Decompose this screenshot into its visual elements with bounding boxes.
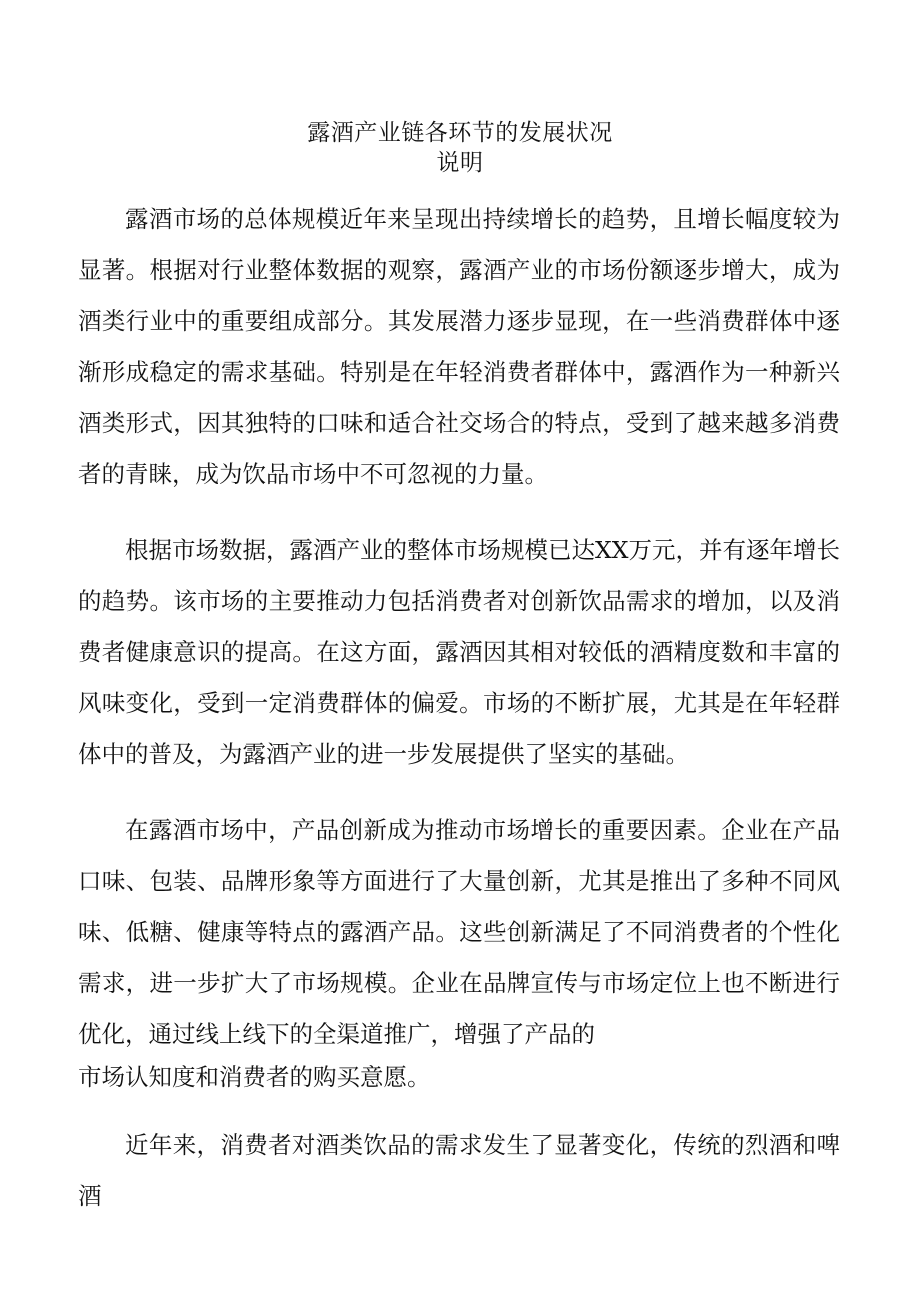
- document-subtitle: 说明: [436, 150, 484, 176]
- document-title: 露酒产业链各环节的发展状况: [307, 120, 613, 146]
- paragraph-2: 根据市场数据，露酒产业的整体市场规模已达XX万元，并有逐年增长的趋势。该市场的主要推动力包括消费者对创新饮品需求的增加，以及消费者健康意识的提高。在这方面，露酒因其相对较低的酒精度数和丰富的风味变化，受到一定消费群体的偏爱。市场的不断扩展，尤其是在年轻群体中的普及，为露酒产业的进一步发展提供了坚实的基础。: [78, 536, 840, 768]
- paragraph-3-continuation: 市场认知度和消费者的购买意愿。: [78, 1063, 431, 1091]
- paragraph-4: 近年来，消费者对酒类饮品的需求发生了显著变化，传统的烈酒和啤酒: [78, 1131, 840, 1210]
- paragraph-3: 在露酒市场中，产品创新成为推动市场增长的重要因素。企业在产品口味、包装、品牌形象等方面进行了大量创新，尤其是推出了多种不同风味、低糖、健康等特点的露酒产品。这些创新满足了不同消费者的个性化需求，进一步扩大了市场规模。企业在品牌宣传与市场定位上也不断进行优化，通过线上线下的全渠道推广，增强了产品的: [78, 816, 840, 1048]
- paragraph-1: 露酒市场的总体规模近年来呈现出持续增长的趋势，且增长幅度较为显著。根据对行业整体数据的观察，露酒产业的市场份额逐步增大，成为酒类行业中的重要组成部分。其发展潜力逐步显现，在一些消费群体中逐渐形成稳定的需求基础。特别是在年轻消费者群体中，露酒作为一种新兴酒类形式，因其独特的口味和适合社交场合的特点，受到了越来越多消费者的青睐，成为饮品市场中不可忽视的力量。: [78, 205, 840, 488]
